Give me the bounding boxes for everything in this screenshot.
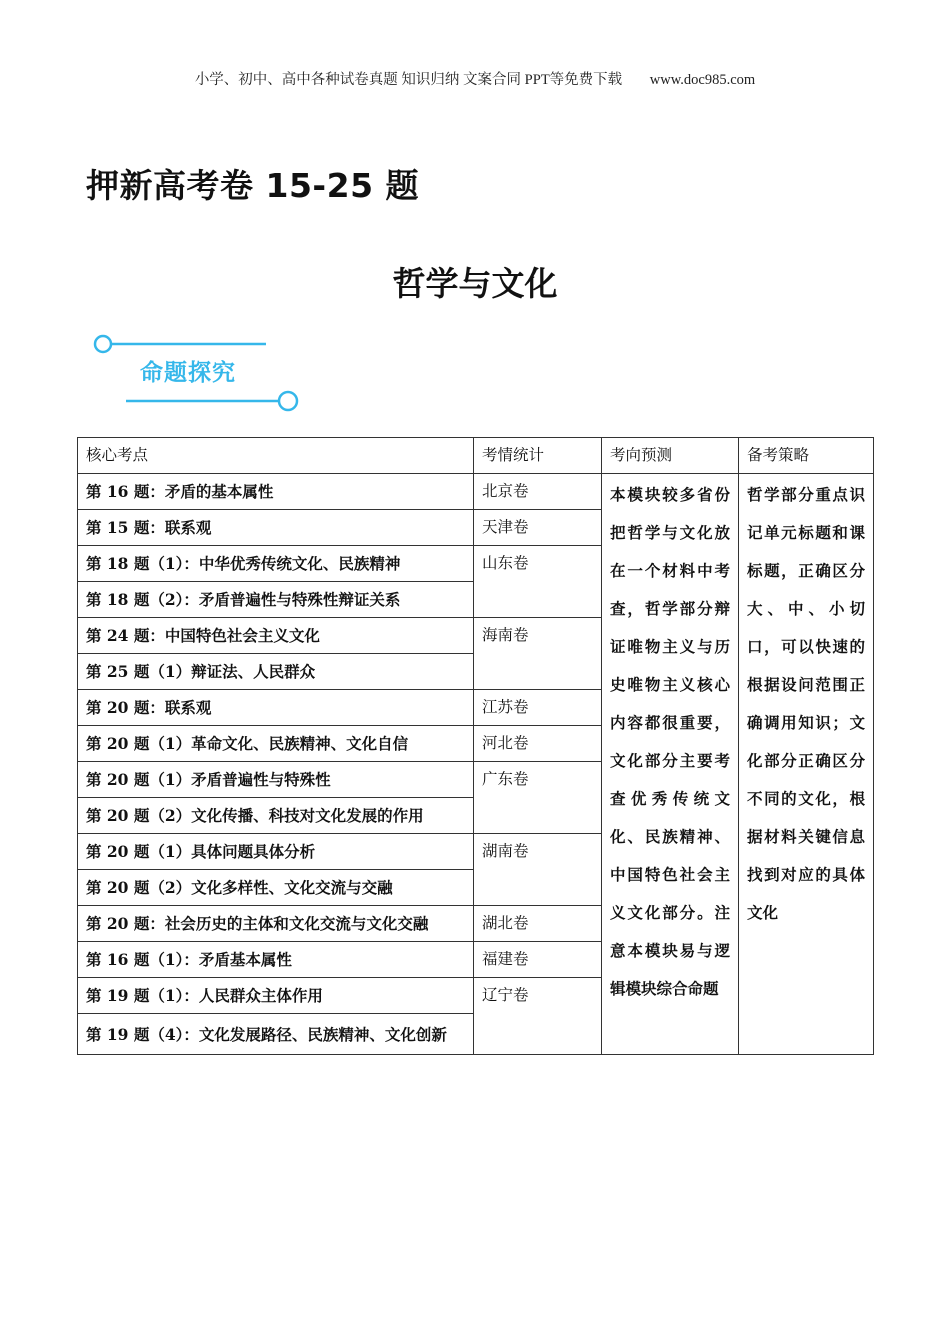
- region-cell: 北京卷: [474, 474, 602, 510]
- prediction-cell: 本模块较多省份把哲学与文化放在一个材料中考查，哲学部分辩证唯物主义与历史唯物主义核心内容都很重要，文化部分主要考查优秀传统文化、民族精神、中国特色社会主义文化部分。注意本模块易与逻辑模块综合命题: [602, 474, 739, 1055]
- region-cell: 广东卷: [474, 762, 602, 834]
- region-cell: 天津卷: [474, 510, 602, 546]
- topic-cell: 第 20 题（1）革命文化、民族精神、文化自信: [78, 726, 474, 762]
- table-row: [78, 474, 874, 510]
- topic-cell: 第 19 题（4）：文化发展路径、民族精神、文化创新: [78, 1014, 474, 1055]
- region-cell: 湖北卷: [474, 906, 602, 942]
- table-header-row: [78, 438, 874, 474]
- topic-cell: 第 16 题：矛盾的基本属性: [78, 474, 474, 510]
- header-text: 小学、初中、高中各种试卷真题 知识归纳 文案合同 PPT等免费下载: [194, 72, 623, 88]
- region-cell: 湖南卷: [474, 834, 602, 906]
- topic-cell: 第 19 题（1）：人民群众主体作用: [78, 978, 474, 1014]
- page-header: [0, 68, 950, 89]
- header-prediction: 考向预测: [602, 438, 739, 474]
- topic-cell: 第 24 题：中国特色社会主义文化: [78, 618, 474, 654]
- header-strategy: 备考策略: [739, 438, 874, 474]
- topic-cell: 第 25 题（1）辩证法、人民群众: [78, 654, 474, 690]
- header-stats: 考情统计: [474, 438, 602, 474]
- topic-cell: 第 20 题：社会历史的主体和文化交流与文化交融: [78, 906, 474, 942]
- topic-cell: 第 20 题（1）矛盾普遍性与特殊性: [78, 762, 474, 798]
- topic-cell: 第 20 题（2）文化传播、科技对文化发展的作用: [78, 798, 474, 834]
- topic-cell: 第 20 题（2）文化多样性、文化交流与交融: [78, 870, 474, 906]
- region-cell: 江苏卷: [474, 690, 602, 726]
- region-cell: 海南卷: [474, 618, 602, 690]
- page-title: 押新高考卷 15-25 题: [86, 166, 420, 205]
- topic-cell: 第 16 题（1）：矛盾基本属性: [78, 942, 474, 978]
- topic-cell: 第 18 题（1）：中华优秀传统文化、民族精神: [78, 546, 474, 582]
- strategy-cell: 哲学部分重点识记单元标题和课标题，正确区分大、中、小切口，可以快速的根据设问范围正确调用知识；文化部分正确区分不同的文化，根据材料关键信息找到对应的具体文化: [739, 474, 874, 1055]
- region-cell: 河北卷: [474, 726, 602, 762]
- section-title: 哲学与文化: [392, 264, 558, 303]
- topic-cell: 第 20 题：联系观: [78, 690, 474, 726]
- topic-cell: 第 18 题（2）：矛盾普遍性与特殊性辩证关系: [78, 582, 474, 618]
- region-cell: 山东卷: [474, 546, 602, 618]
- exam-table: [77, 437, 874, 1055]
- badge-label: 命题探究: [140, 360, 236, 386]
- topic-cell: 第 15 题：联系观: [78, 510, 474, 546]
- topic-cell: 第 20 题（1）具体问题具体分析: [78, 834, 474, 870]
- header-url[interactable]: www.doc985.com: [649, 72, 756, 88]
- section-badge: [90, 324, 305, 419]
- region-cell: 福建卷: [474, 942, 602, 978]
- header-topic: 核心考点: [78, 438, 474, 474]
- region-cell: 辽宁卷: [474, 978, 602, 1055]
